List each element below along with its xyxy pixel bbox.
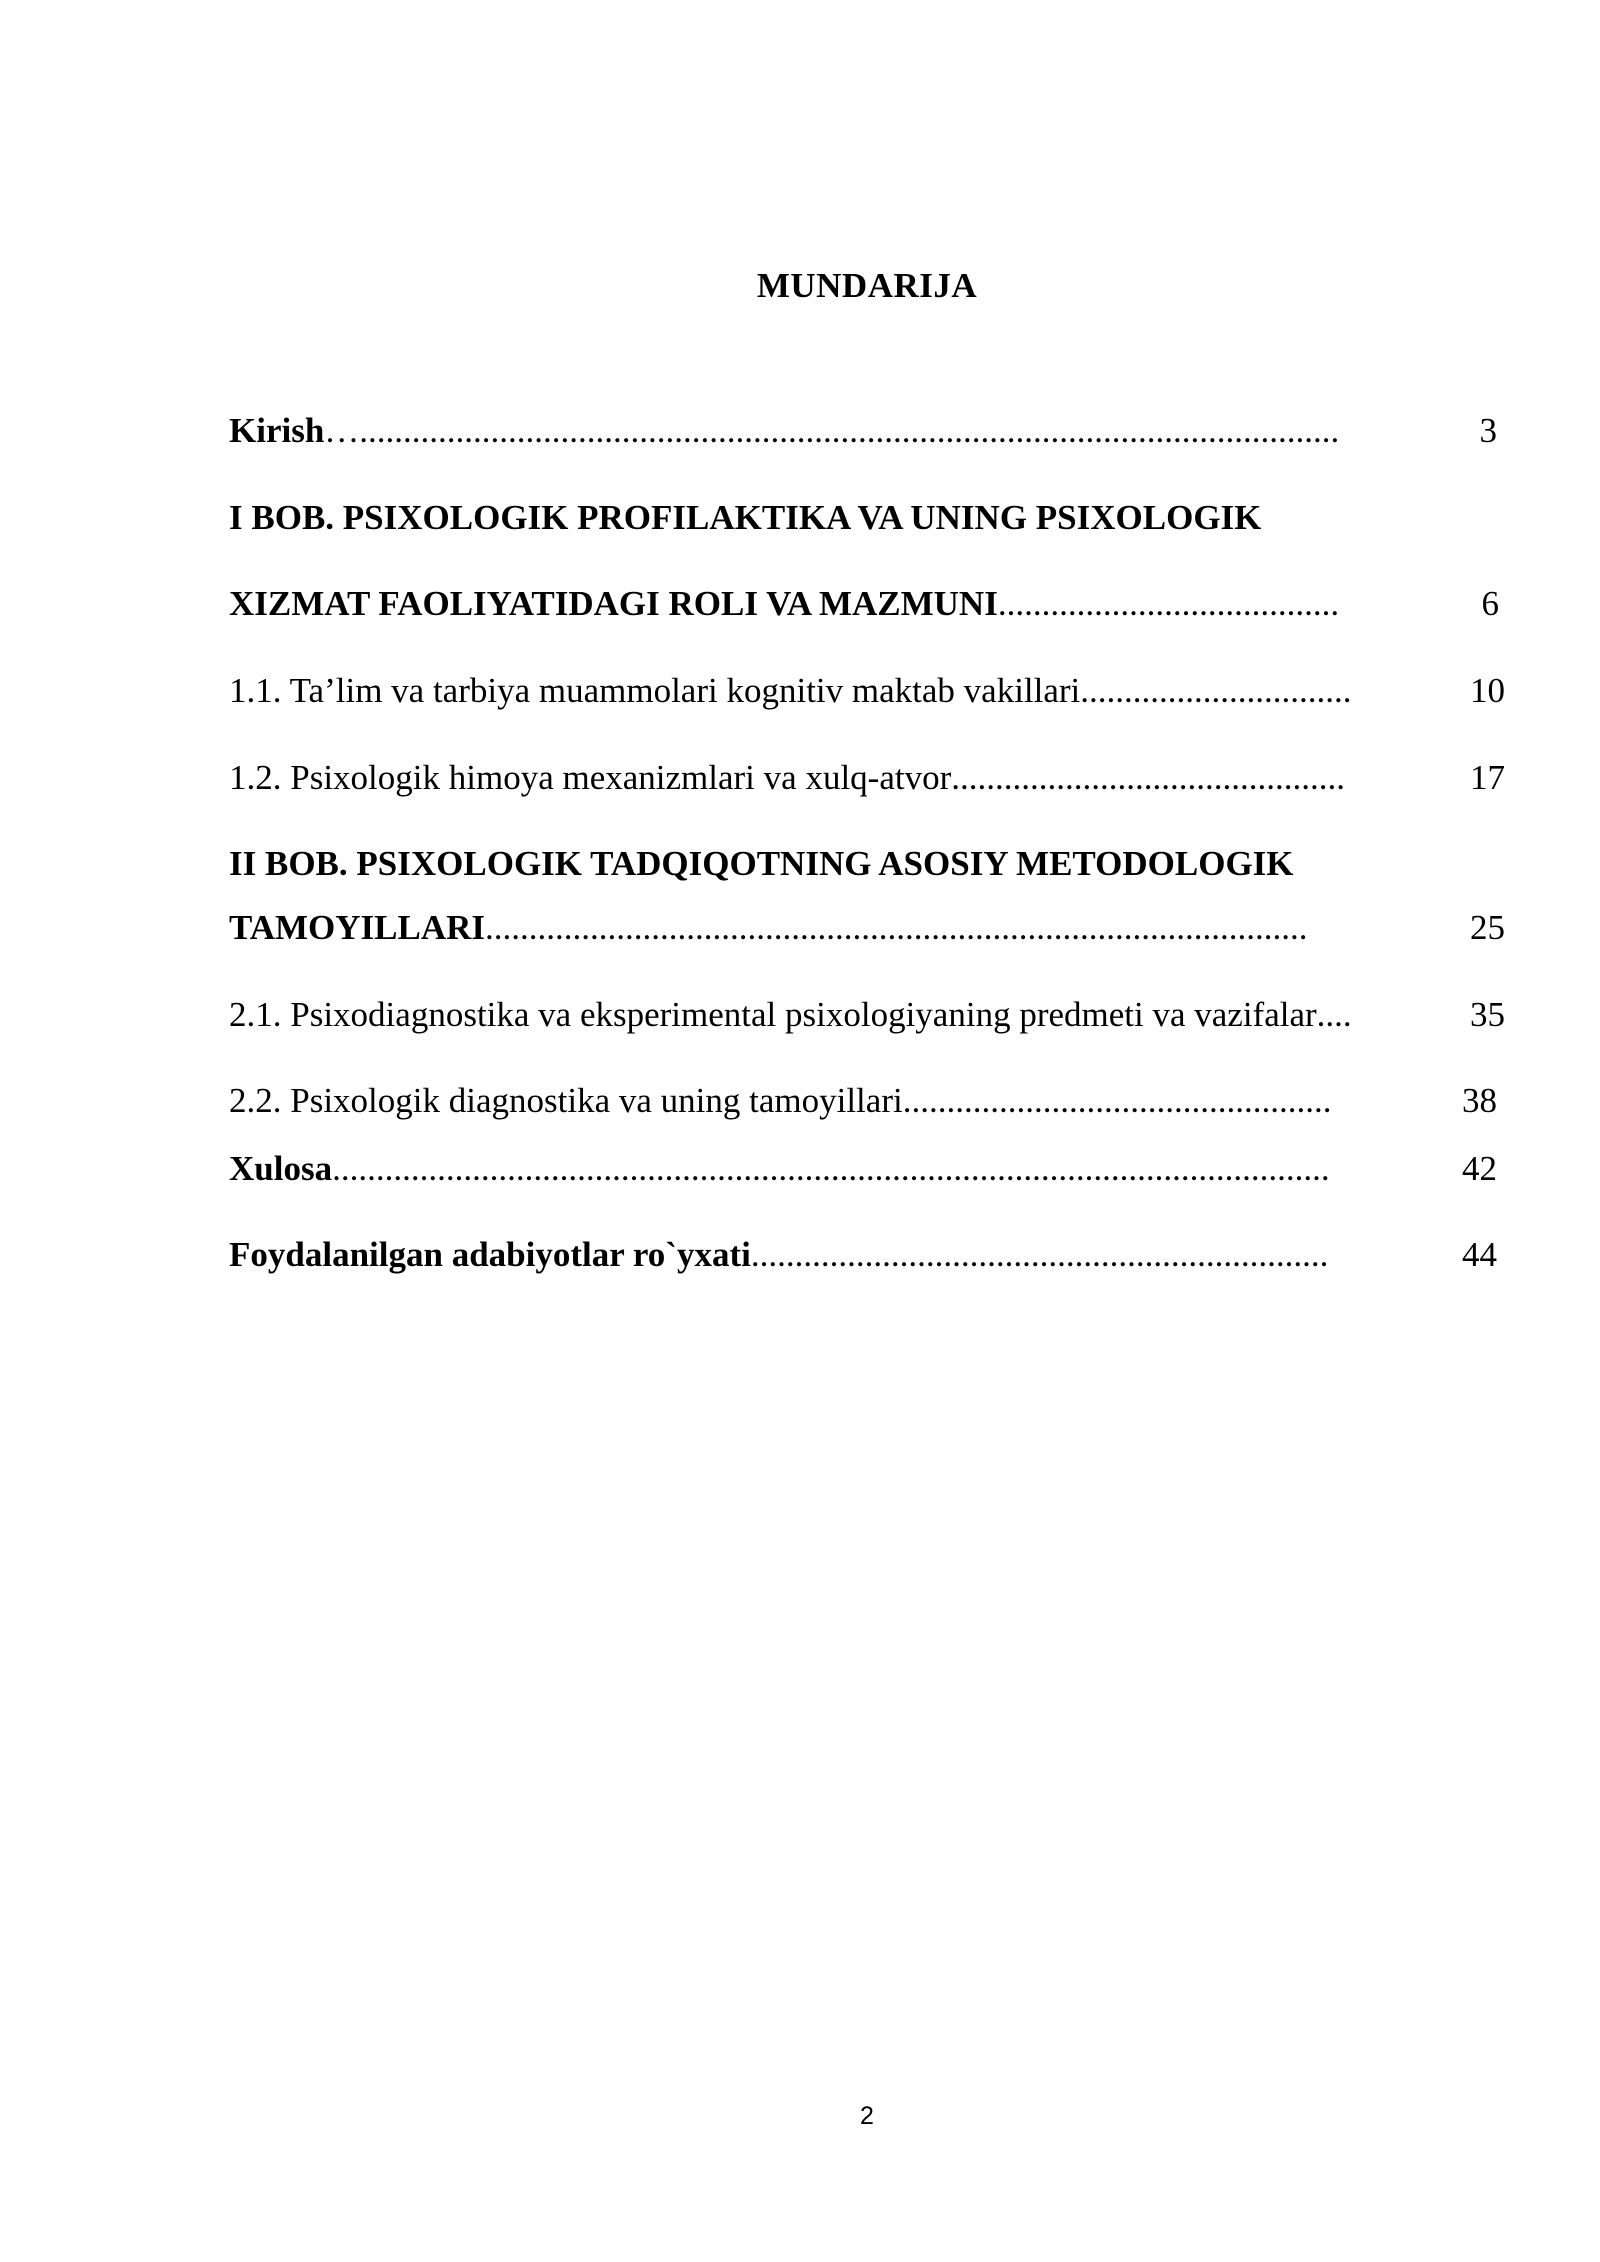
toc-entry-label: I BOB. PSIXOLOGIK PROFILAKTIKA VA UNING PSIXOLOGIK: [229, 498, 1262, 537]
toc-page-number: 42: [1462, 1149, 1497, 1188]
toc-leader-dots: ..............................................................................................: [485, 908, 1308, 947]
toc-entry-chapter-1: [229, 586, 1505, 621]
toc-leader-dots: ....: [1316, 995, 1352, 1034]
toc-page-number: 35: [1470, 995, 1505, 1034]
toc-entry-chapter-2-line-1: [229, 846, 1505, 881]
toc-entry-section-1-1: [229, 673, 1505, 708]
toc-leader-dots: .............................................: [951, 758, 1345, 797]
toc-entry-label: XIZMAT FAOLIYATIDAGI ROLI VA MAZMUNI: [229, 584, 998, 623]
toc-entry-label: Kirish: [229, 411, 325, 450]
toc-entry-label: II BOB. PSIXOLOGIK TADQIQOTNING ASOSIY METODOLOGIK: [229, 844, 1294, 883]
toc-leader-dots: .......................................: [997, 584, 1340, 623]
toc-leader-dots: ..................................................................................................................: [332, 1149, 1330, 1188]
toc-leader-dots: ...............................: [1080, 671, 1352, 710]
toc-entry-label: Foydalanilgan adabiyotlar ro`yxati: [229, 1235, 751, 1274]
toc-entry-xulosa: [229, 1151, 1505, 1186]
toc-entry-label: TAMOYILLARI: [229, 908, 486, 947]
toc-page-number: 3: [1479, 411, 1497, 450]
toc-page-number: 6: [1481, 584, 1499, 623]
toc-page-number: 44: [1462, 1235, 1497, 1274]
toc-entry-section-2-2: [229, 1083, 1505, 1118]
toc-entry-chapter-2: [229, 910, 1505, 945]
toc-page-number: 25: [1470, 908, 1505, 947]
toc-entry-section-2-1: [229, 997, 1505, 1032]
toc-leader-dots: ..................................................................: [750, 1235, 1329, 1274]
toc-entry-label: 2.2. Psixologik diagnostika va uning tamoyillari: [229, 1081, 903, 1120]
toc-entry-bibliography: [229, 1237, 1505, 1272]
toc-entry-label: 1.2. Psixologik himoya mexanizmlari va xulq-atvor: [229, 758, 952, 797]
toc-entry-chapter-1-line-1: [229, 500, 1505, 535]
toc-entry-label: 2.1. Psixodiagnostika va eksperimental psixologiyaning predmeti va vazifalar: [229, 995, 1317, 1034]
toc-page-number: 38: [1462, 1081, 1497, 1120]
page-footer-number: 2: [860, 2102, 874, 2130]
toc-leader-dots: .................................................: [902, 1081, 1332, 1120]
toc-entry-label: 1.1. Ta’lim va tarbiya muammolari kognitiv maktab vakillari: [229, 671, 1081, 710]
toc-page-number: 10: [1470, 671, 1505, 710]
page-title: MUNDARIJA: [756, 266, 978, 305]
toc-entry-section-1-2: [229, 760, 1505, 795]
toc-entry-label: Xulosa: [229, 1149, 333, 1188]
toc-entry-kirish: [229, 413, 1505, 448]
toc-page-number: 17: [1470, 758, 1505, 797]
toc-leader-dots: …................................................................................................................: [324, 411, 1340, 450]
